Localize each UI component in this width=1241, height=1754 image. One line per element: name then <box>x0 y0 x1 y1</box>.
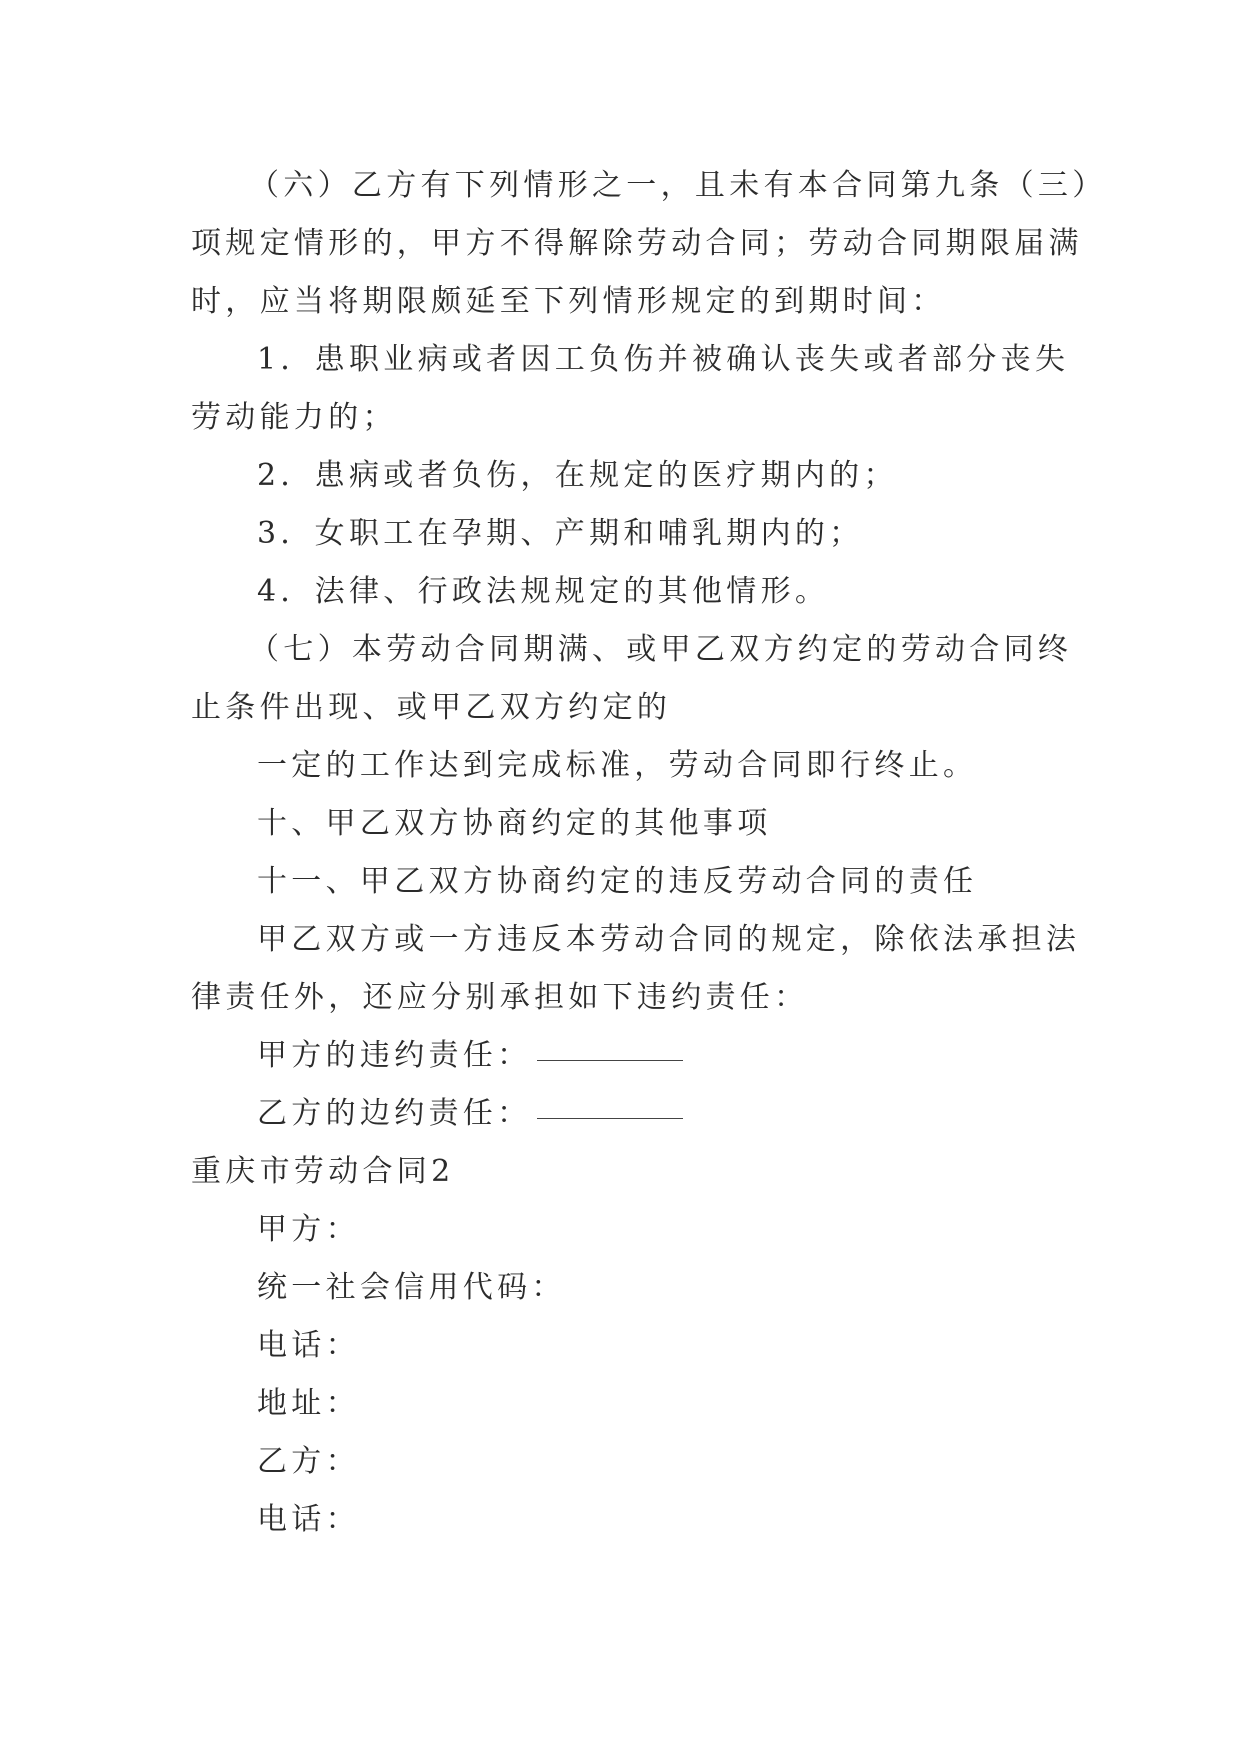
document-body <box>191 157 1107 1549</box>
paragraph-7-line-1: （七）本劳动合同期满、或甲乙双方约定的劳动合同终 <box>249 632 1073 667</box>
item-3: 3．女职工在孕期、产期和哺乳期内的； <box>257 516 864 551</box>
item-4: 4．法律、行政法规规定的其他情形。 <box>257 574 830 609</box>
section-11-line-2: 律责任外，还应分别承担如下违约责任： <box>191 980 809 1015</box>
section-11-line-1: 甲乙双方或一方违反本劳动合同的规定，除依法承担法 <box>257 922 1081 957</box>
item-2: 2．患病或者负伤，在规定的医疗期内的； <box>257 458 898 493</box>
party-a-liability-row <box>191 1027 1051 1085</box>
paragraph-6-line-1: （六）乙方有下列情形之一，且未有本合同第九条（三） <box>249 168 1107 203</box>
address-label: 地址： <box>257 1386 360 1421</box>
phone-a-label: 电话： <box>257 1328 360 1363</box>
document-2-title: 重庆市劳动合同2 <box>191 1154 455 1189</box>
party-a-liability-label: 甲方的违约责任： <box>257 1038 532 1073</box>
party-b-liability-label: 乙方的边约责任： <box>257 1096 532 1131</box>
party-b-liability-row <box>191 1085 1051 1143</box>
section-10-heading: 十、甲乙双方协商约定的其他事项 <box>257 806 772 841</box>
credit-code-label: 统一社会信用代码： <box>257 1270 566 1305</box>
party-b-liability-blank[interactable] <box>537 1117 683 1119</box>
item-1-line-1: 1．患职业病或者因工负伤并被确认丧失或者部分丧失 <box>257 342 1070 377</box>
party-a-label: 甲方： <box>257 1212 360 1247</box>
item-1-line-2: 劳动能力的； <box>191 400 397 435</box>
section-11-heading: 十一、甲乙双方协商约定的违反劳动合同的责任 <box>257 864 978 899</box>
paragraph-6-line-3: 时，应当将期限颇延至下列情形规定的到期时间： <box>191 284 946 319</box>
phone-b-label: 电话： <box>257 1502 360 1537</box>
paragraph-6-line-2: 项规定情形的，甲方不得解除劳动合同；劳动合同期限届满 <box>191 226 1083 261</box>
party-a-liability-blank[interactable] <box>537 1059 683 1061</box>
paragraph-7-line-3: 一定的工作达到完成标准，劳动合同即行终止。 <box>257 748 978 783</box>
paragraph-7-line-2: 止条件出现、或甲乙双方约定的 <box>191 690 672 725</box>
party-b-label: 乙方： <box>257 1444 360 1479</box>
